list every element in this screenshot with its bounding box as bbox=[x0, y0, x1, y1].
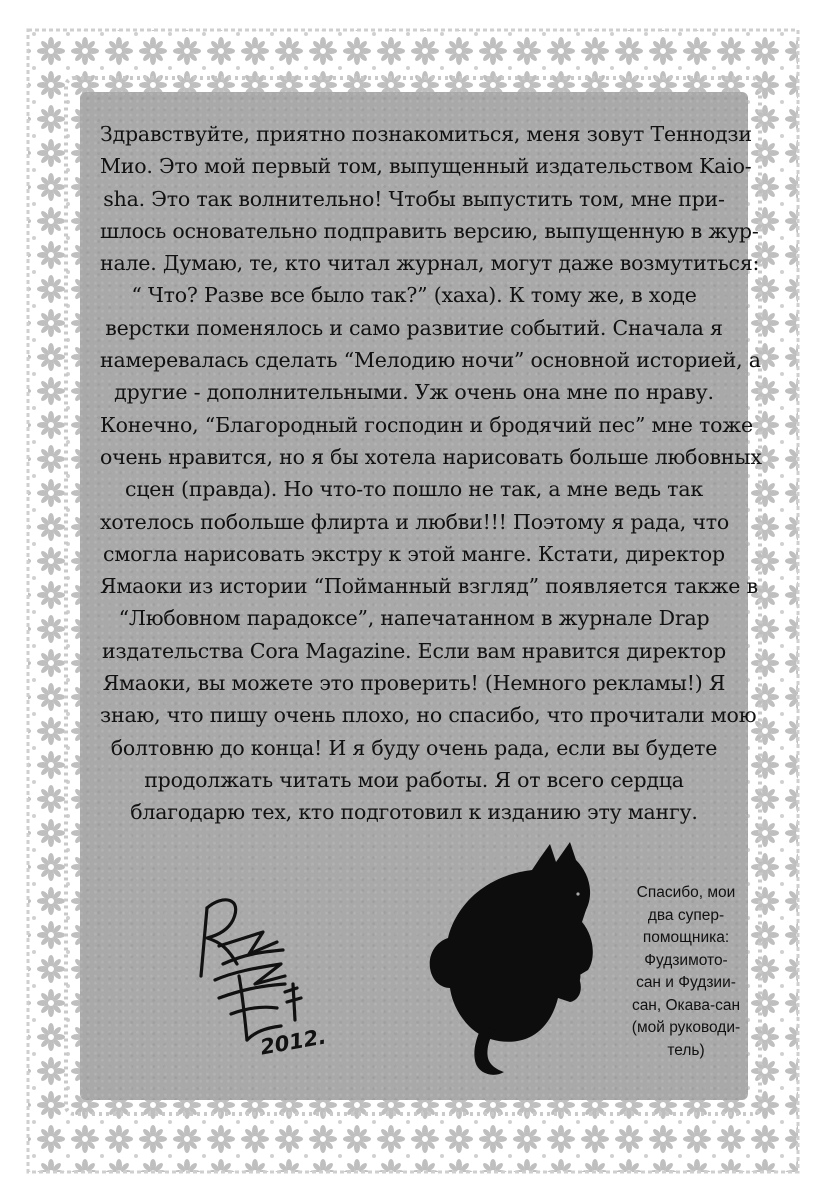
thanks-line: сан, Окава-сан bbox=[631, 996, 741, 1014]
message-line: очень нравится, но я бы хотела нарисовать больше любовных bbox=[100, 444, 762, 469]
message-line: шлось основательно подправить версию, выпущенную в жур- bbox=[100, 218, 759, 243]
message-line: Ямаоки, вы можете это проверить! (Немного рекламы!) Я bbox=[102, 671, 726, 696]
message-line: “Любовном парадоксе”, напечатанном в журнале Drap bbox=[118, 606, 710, 631]
message-line: Мио. Это мой первый том, выпущенный издательством Kaio- bbox=[100, 154, 752, 179]
signature-year: 2012. bbox=[258, 1024, 329, 1060]
message-line: знаю, что пишу очень плохо, но спасибо, что прочитали мою bbox=[100, 703, 757, 728]
thanks-line: (мой руководи- bbox=[631, 1019, 741, 1036]
thanks-line: Фудзимото- bbox=[644, 951, 728, 969]
message-line: Ямаоки из истории “Пойманный взгляд” появляется также в bbox=[100, 574, 758, 599]
message-line: болтовню до конца! И я буду очень рада, если вы будете bbox=[110, 735, 718, 760]
message-line: верстки поменялось и само развитие событий. Сначала я bbox=[105, 315, 723, 340]
message-line: сцен (правда). Но что-то пошло не так, а мне ведь так bbox=[125, 477, 703, 502]
thanks-line: сан и Фудзии- bbox=[636, 974, 736, 991]
message-line: “ Что? Разве все было так?” (хаха). К тому же, в ходе bbox=[131, 283, 697, 308]
message-line: благодарю тех, кто подготовил к изданию эту мангу. bbox=[130, 800, 698, 825]
message-line: Конечно, “Благородный господин и бродячий пес” мне тоже bbox=[100, 412, 753, 437]
cat-silhouette-icon bbox=[418, 838, 618, 1088]
message-line: Здравствуйте, приятно познакомиться, меня зовут Теннодзи bbox=[100, 122, 752, 146]
thanks-line: два супер- bbox=[647, 906, 725, 924]
message-line: хотелось побольше флирта и любви!!! Поэтому я рада, что bbox=[100, 509, 730, 534]
message-line: нале. Думаю, те, кто читал журнал, могут даже возмутиться: bbox=[100, 251, 760, 276]
thanks-line: тель) bbox=[667, 1041, 705, 1059]
message-line: издательства Cora Magazine. Если вам нравится директор bbox=[101, 638, 726, 663]
message-line: sha. Это так волнительно! Чтобы выпустить том, мне при- bbox=[103, 186, 725, 211]
thanks-line: помощника: bbox=[642, 929, 730, 946]
author-signature bbox=[185, 880, 335, 1080]
afterword-message bbox=[100, 118, 762, 829]
message-line: продолжать читать мои работы. Я от всего сердца bbox=[144, 767, 684, 792]
message-line: смогла нарисовать экстру к этой манге. Кстати, директор bbox=[103, 541, 725, 566]
message-line: другие - дополнительными. Уж очень она мне по нраву. bbox=[114, 380, 714, 405]
message-line: намеревалась сделать “Мелодию ночи” основной историей, а bbox=[100, 348, 761, 373]
thanks-line: Спасибо, мои bbox=[636, 884, 736, 901]
thanks-note bbox=[606, 882, 766, 1062]
